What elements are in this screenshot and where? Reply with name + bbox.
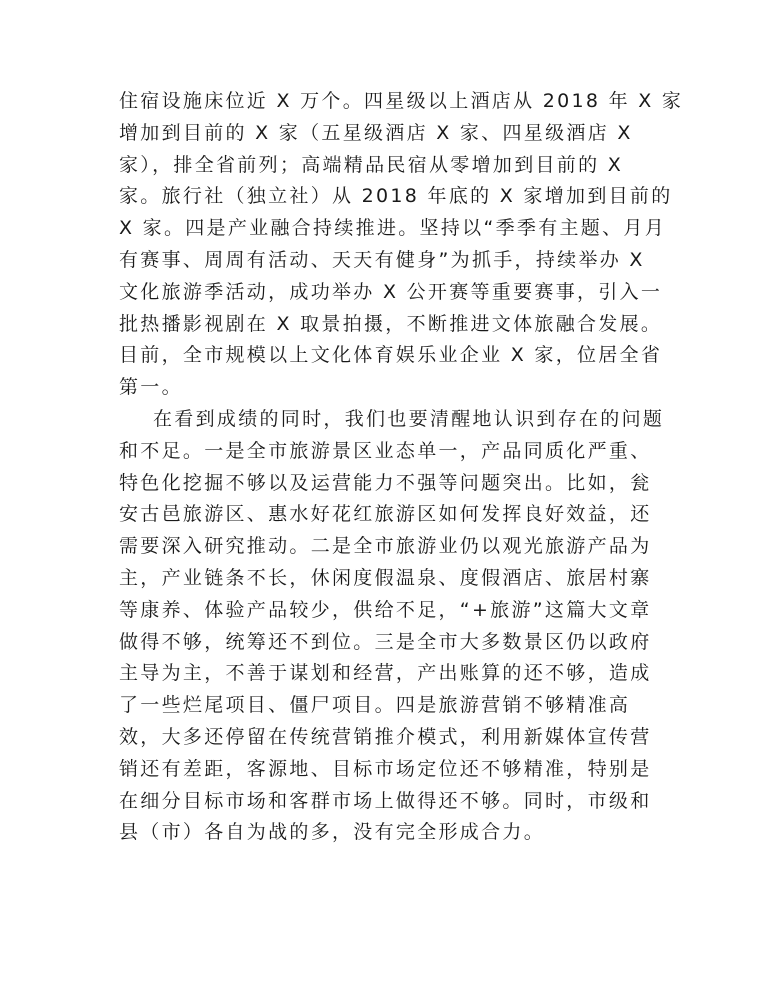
text-line: X 家。四是产业融合持续推进。坚持以“季季有主题、月月	[119, 217, 667, 240]
text-line: 在看到成绩的同时，我们也要清醒地认识到存在的问题	[153, 407, 665, 430]
text-line: 需要深入研究推动。二是全市旅游业仍以观光旅游产品为	[119, 535, 652, 558]
text-line: 有赛事、周周有活动、天天有健身”为抓手，持续举办 X	[119, 248, 645, 271]
paragraph-1	[119, 86, 684, 404]
text-line: 县（市）各自为战的多，没有完全形成合力。	[119, 821, 546, 844]
document-body	[119, 86, 684, 849]
text-line: 安古邑旅游区、惠水好花红旅游区如何发挥良好效益，还	[119, 503, 652, 526]
text-line: 等康养、体验产品较少，供给不足，“+旅游”这篇大文章	[119, 598, 652, 621]
text-line: 主，产业链条不长，休闲度假温泉、度假酒店、旅居村寨	[119, 566, 652, 589]
text-line: 主导为主，不善于谋划和经营，产出账算的还不够，造成	[119, 662, 652, 685]
text-line: 销还有差距，客源地、目标市场定位还不够精准，特别是	[119, 757, 652, 780]
paragraph-2	[119, 404, 665, 849]
text-line: 和不足。一是全市旅游景区业态单一，产品同质化严重、	[119, 439, 652, 462]
text-line: 特色化挖掘不够以及运营能力不强等问题突出。比如，瓮	[119, 471, 652, 494]
text-line: 增加到目前的 X 家（五星级酒店 X 家、四星级酒店 X	[119, 121, 633, 144]
text-line: 家。旅行社（独立社）从 2018 年底的 X 家增加到目前的	[119, 185, 673, 208]
text-line: 效，大多还停留在传统营销推介模式，利用新媒体宣传营	[119, 725, 652, 748]
text-line: 住宿设施床位近 X 万个。四星级以上酒店从 2018 年 X 家	[119, 90, 684, 112]
text-line: 家），排全省前列；高端精品民宿从零增加到目前的 X	[119, 153, 624, 176]
text-line: 做得不够，统筹还不到位。三是全市大多数景区仍以政府	[119, 630, 652, 653]
text-line: 文化旅游季活动，成功举办 X 公开赛等重要赛事，引入一	[119, 280, 663, 303]
text-line: 在细分目标市场和客群市场上做得还不够。同时，市级和	[119, 789, 652, 812]
text-line: 批热播影视剧在 X 取景拍摄，不断推进文体旅融合发展。	[119, 312, 663, 335]
text-line: 了一些烂尾项目、僵尸项目。四是旅游营销不够精准高	[119, 694, 631, 717]
text-line: 第一。	[119, 376, 183, 399]
text-line: 目前，全市规模以上文化体育娱乐业企业 X 家，位居全省	[119, 344, 663, 367]
